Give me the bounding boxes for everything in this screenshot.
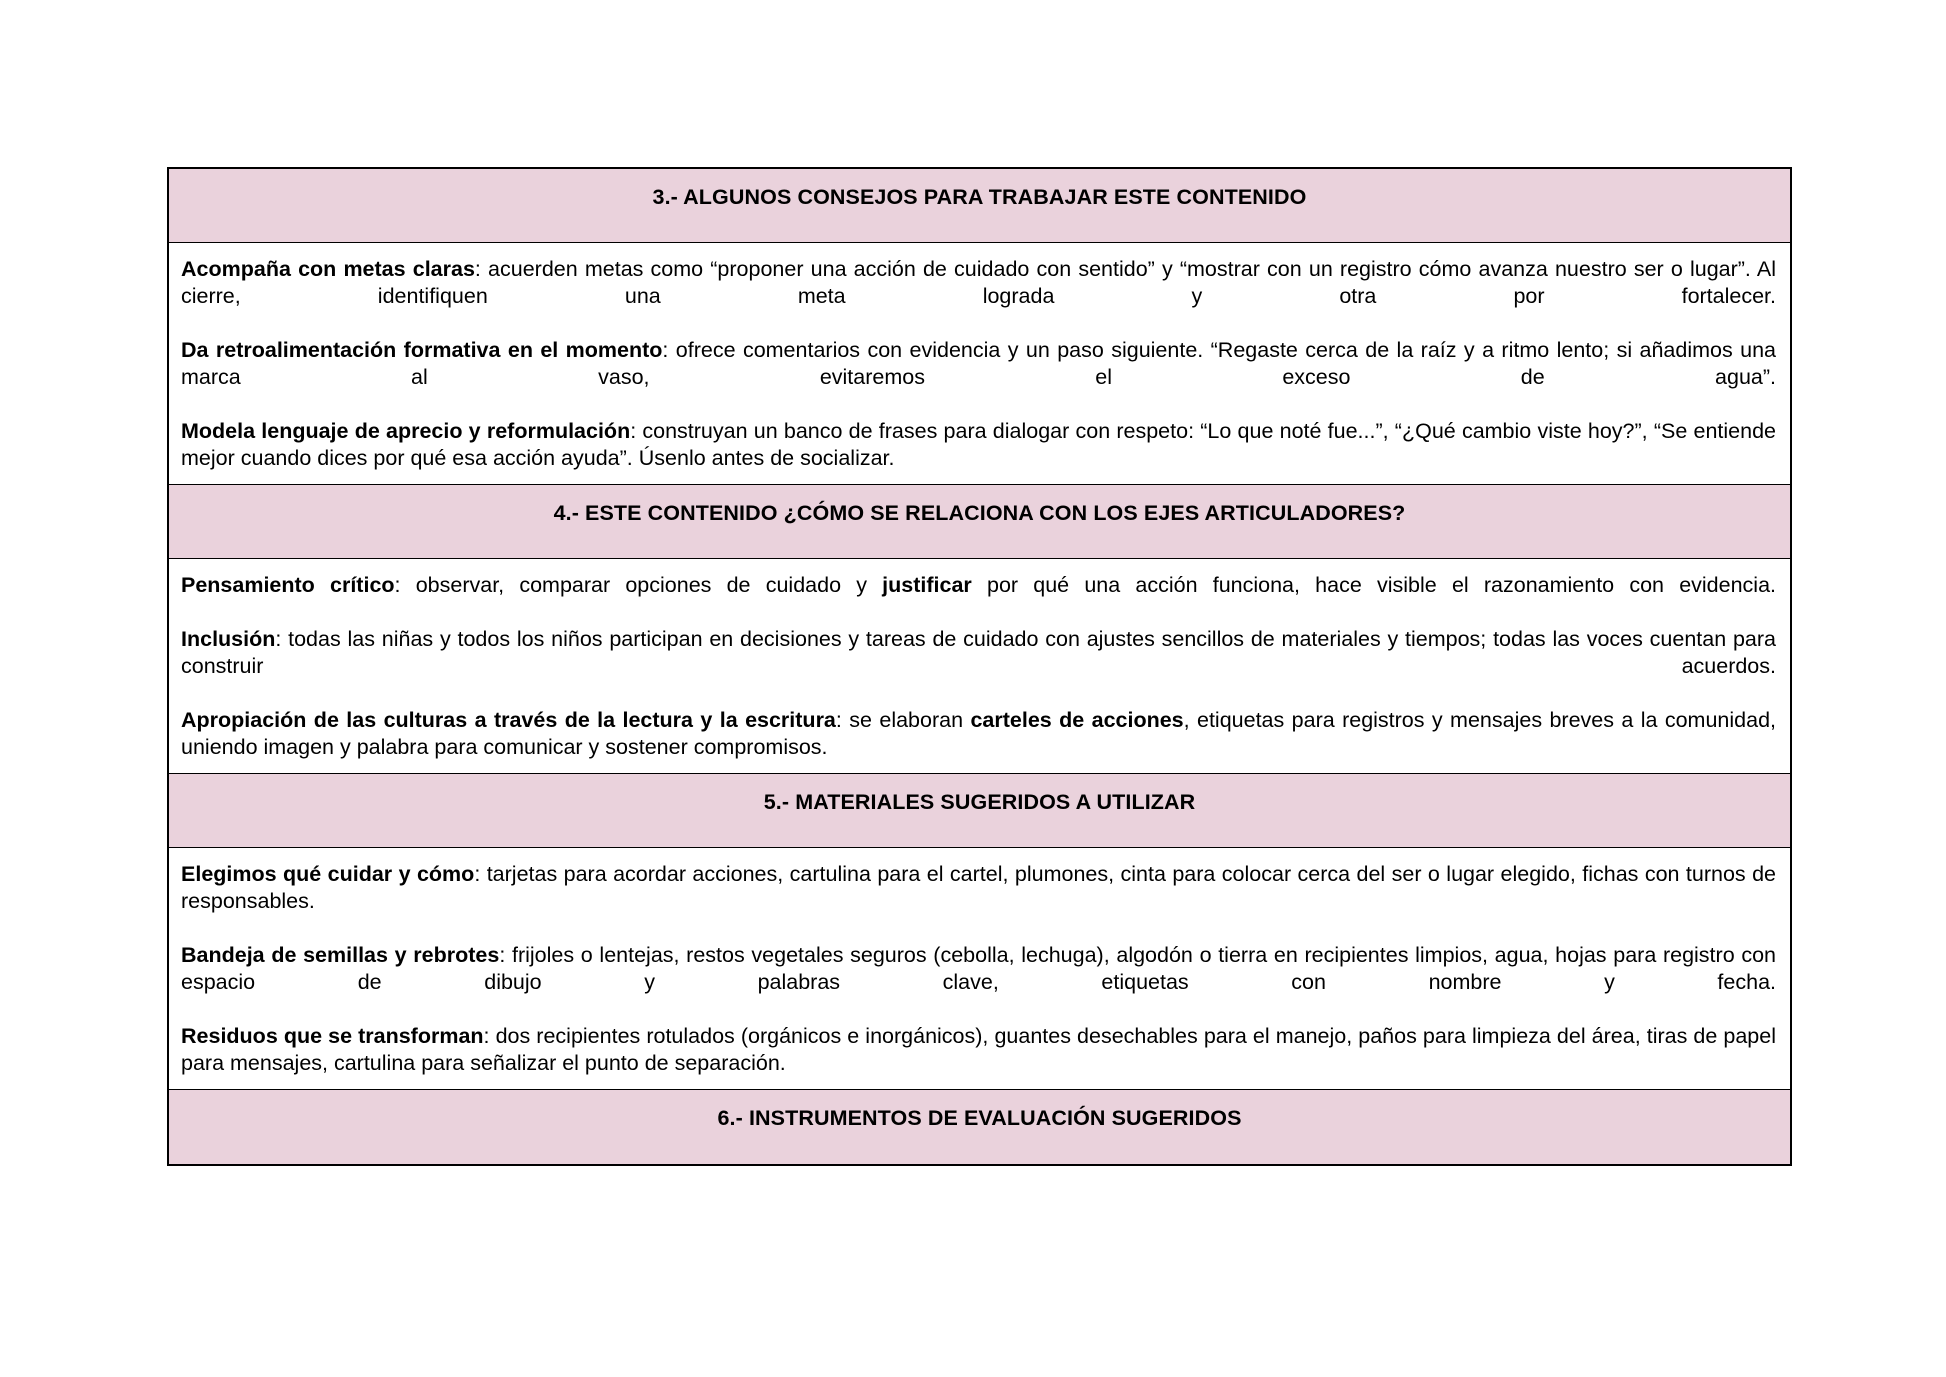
paragraph [181,861,1776,915]
section-4-body [169,559,1790,774]
paragraph-lead: Acompaña con metas claras [181,257,475,281]
paragraph-lead: Modela lenguaje de aprecio y reformulación [181,419,631,443]
paragraph [181,942,1776,996]
paragraph-text: : ofrece comentarios con evidencia y un paso siguiente. “Regaste cerca de la raíz y a ritmo lento; si añadimos una marca al vaso, evitaremos el exceso de agua”. [181,338,1776,389]
paragraph-text: : frijoles o lentejas, restos vegetales seguros (cebolla, lechuga), algodón o tierra en recipientes limpios, agua, hojas para registro con espacio de dibujo y palabras clave, etiquetas con nombre y fecha. [181,943,1776,994]
paragraph [181,707,1776,761]
section-5-body [169,848,1790,1090]
paragraph-text: : se elaboran [835,708,971,732]
paragraph-text: : dos recipientes rotulados (orgánicos e inorgánicos), guantes desechables para el manejo, paños para limpieza del área, tiras de papel para mensajes, cartulina para señalizar el punto de separación. [181,1024,1776,1075]
paragraph-lead: Pensamiento crítico [181,573,395,597]
paragraph [181,572,1776,599]
paragraph-lead: Residuos que se transforman [181,1024,484,1048]
section-3-body [169,243,1790,485]
paragraph-emphasis: justificar [882,573,972,597]
paragraph-lead: Da retroalimentación formativa en el momento [181,338,663,362]
paragraph [181,626,1776,680]
paragraph [181,337,1776,391]
section-5-header: 5.- MATERIALES SUGERIDOS A UTILIZAR [169,774,1790,848]
paragraph-text: : construyan un banco de frases para dialogar con respeto: “Lo que noté fue...”, “¿Qué cambio viste hoy?”, “Se entiende mejor cuando dices por qué esa acción ayuda”. Úsenlo antes de socializar. [181,419,1776,470]
paragraph-text: por qué una acción funciona, hace visible el razonamiento con evidencia. [971,573,1777,597]
paragraph-emphasis: carteles de acciones [970,708,1184,732]
paragraph-text: : acuerden metas como “proponer una acción de cuidado con sentido” y “mostrar con un registro cómo avanza nuestro ser o lugar”. Al cierre, identifiquen una meta lograda y otra por fortalecer. [181,257,1776,308]
paragraph [181,1023,1776,1077]
paragraph [181,256,1776,310]
content-table [167,167,1792,1166]
paragraph-lead: Apropiación de las culturas a través de la lectura y la escritura [181,708,836,732]
paragraph-lead: Inclusión [181,627,276,651]
section-4-header: 4.- ESTE CONTENIDO ¿CÓMO SE RELACIONA CON LOS EJES ARTICULADORES? [169,485,1790,559]
paragraph-text: : observar, comparar opciones de cuidado y [394,573,883,597]
paragraph-text: : todas las niñas y todos los niños participan en decisiones y tareas de cuidado con ajustes sencillos de materiales y tiempos; todas las voces cuentan para construir acuerdos. [181,627,1776,678]
section-3-header: 3.- ALGUNOS CONSEJOS PARA TRABAJAR ESTE CONTENIDO [169,169,1790,243]
paragraph-lead: Bandeja de semillas y rebrotes [181,943,500,967]
paragraph-lead: Elegimos qué cuidar y cómo [181,862,475,886]
section-6-header: 6.- INSTRUMENTOS DE EVALUACIÓN SUGERIDOS [169,1090,1790,1164]
paragraph [181,418,1776,472]
paragraph-text: : tarjetas para acordar acciones, cartulina para el cartel, plumones, cinta para colocar cerca del ser o lugar elegido, fichas con turnos de responsables. [181,862,1776,913]
paragraph-text: , etiquetas para registros y mensajes breves a la comunidad, uniendo imagen y palabra para comunicar y sostener compromisos. [181,708,1777,759]
